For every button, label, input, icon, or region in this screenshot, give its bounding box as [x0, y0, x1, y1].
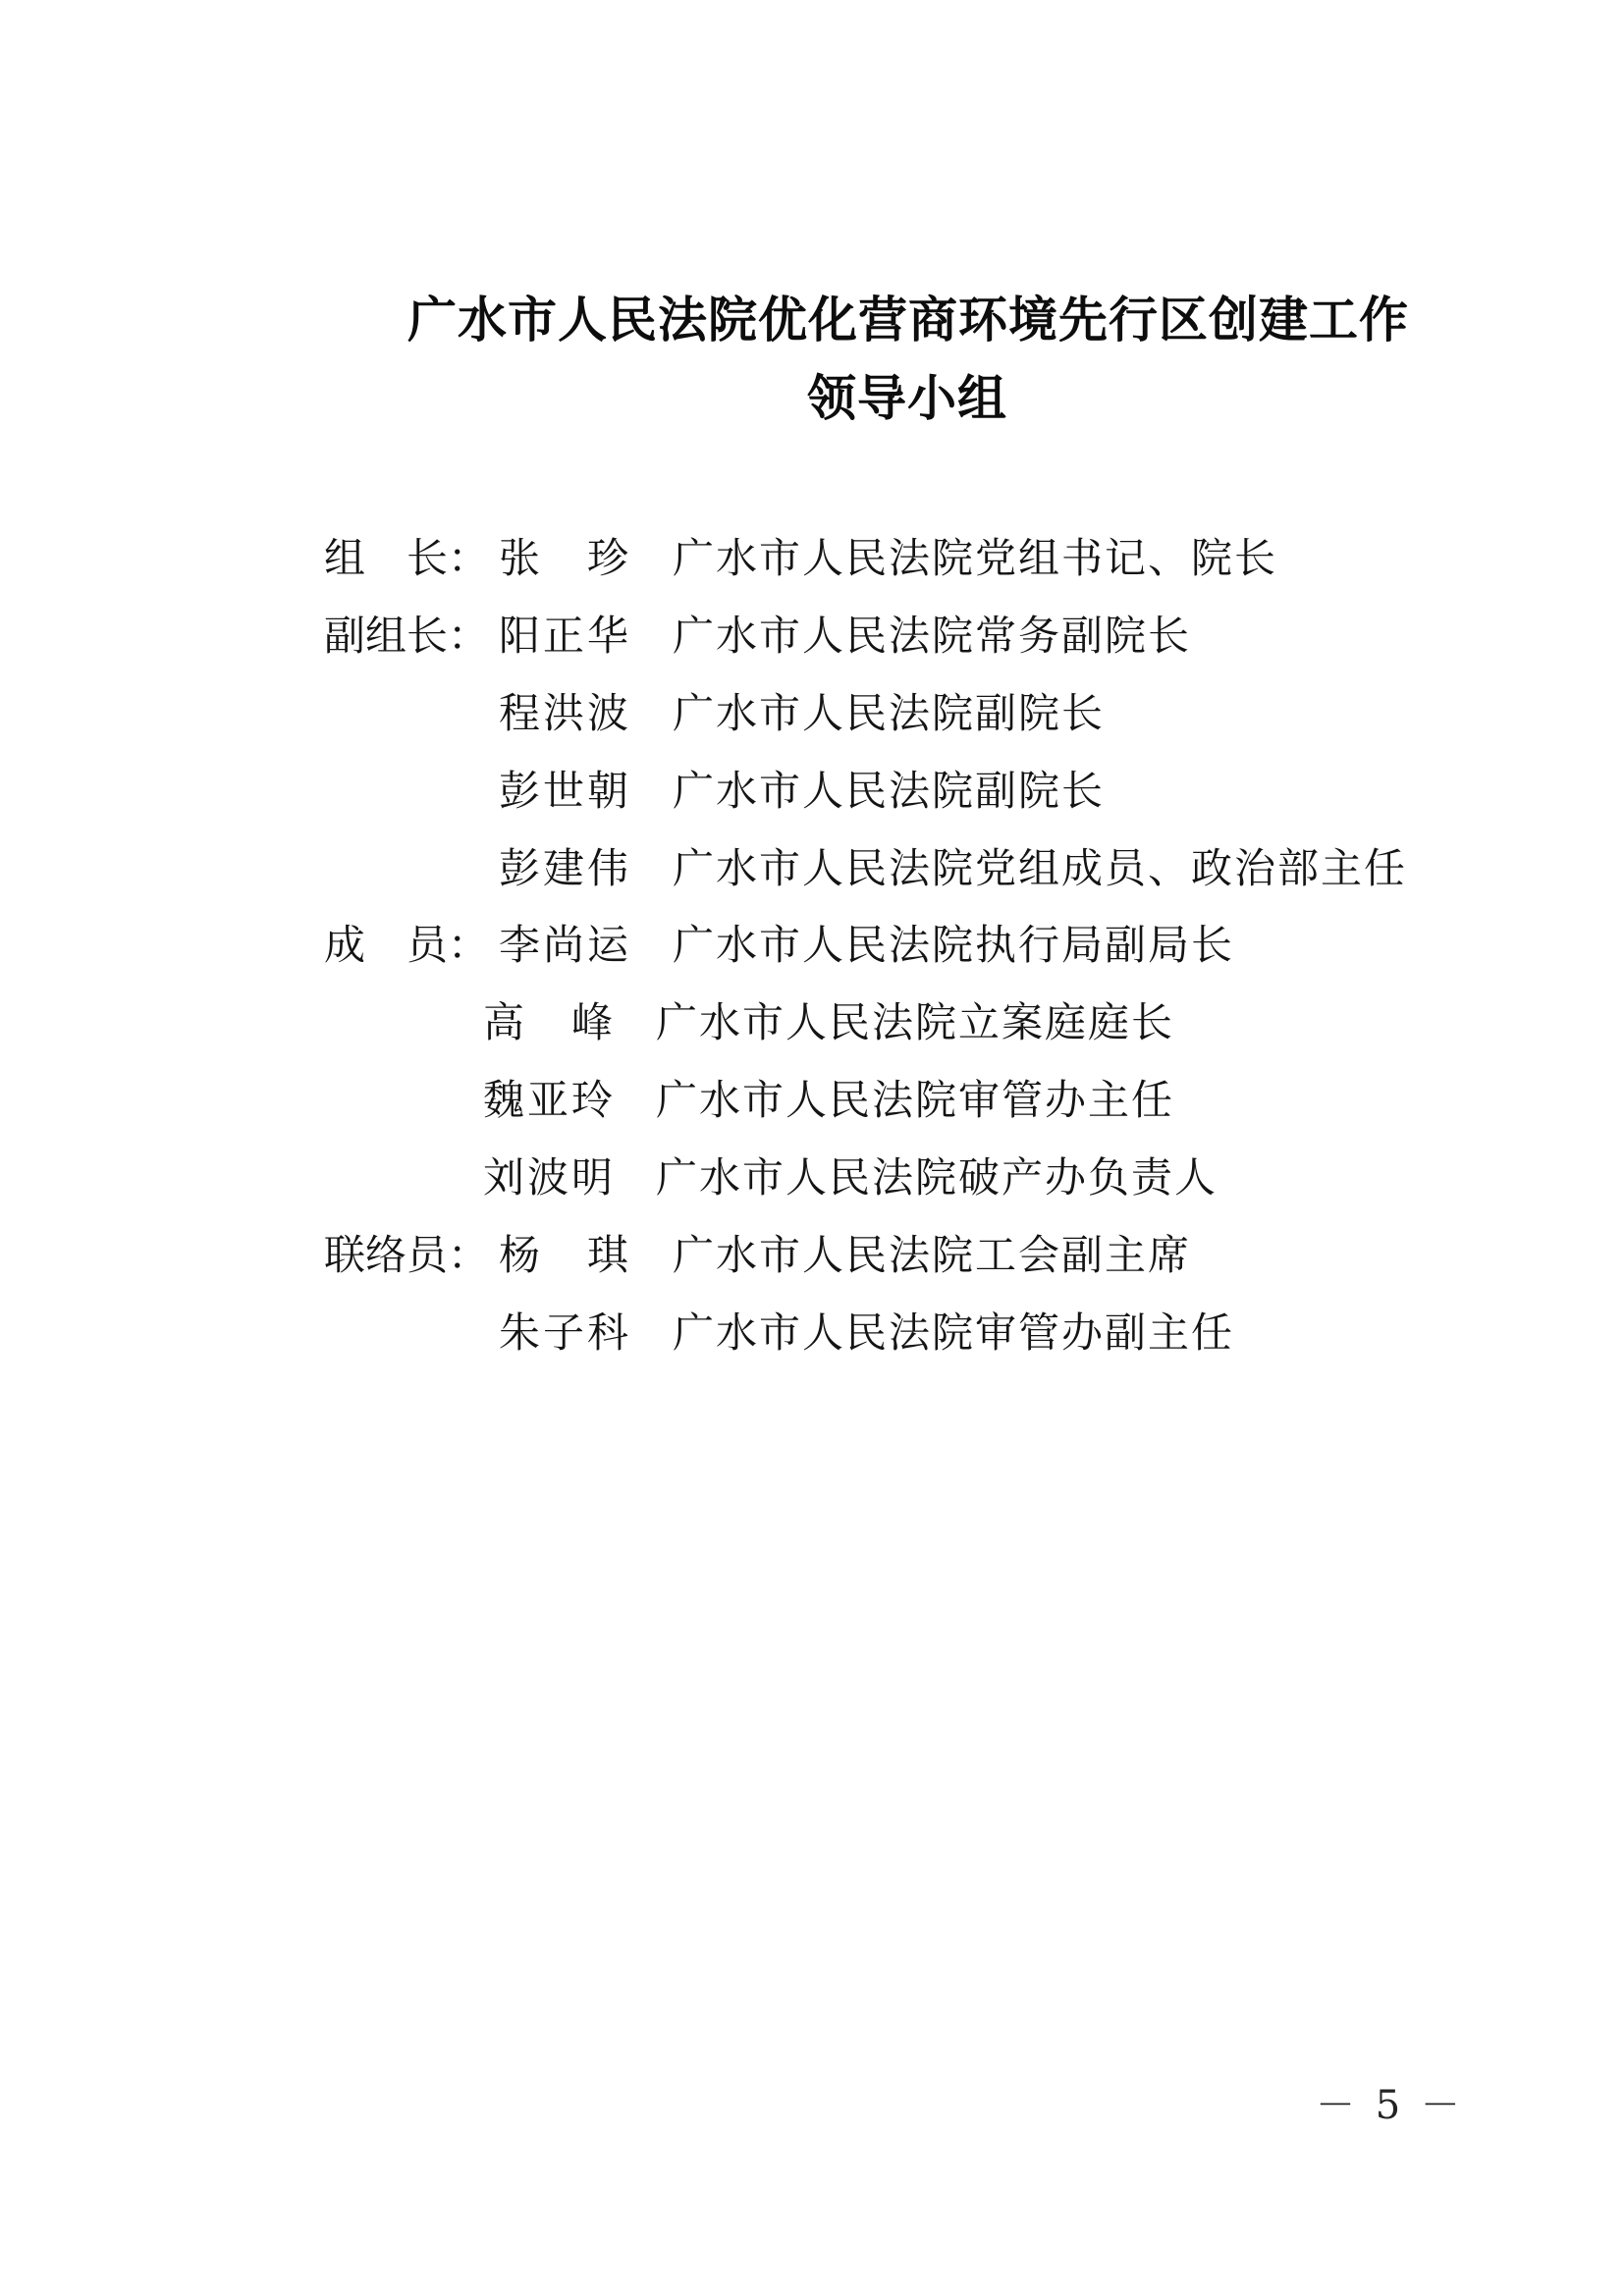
member-row	[0, 762, 1624, 821]
member-name: 阳正华	[499, 612, 632, 660]
member-row	[0, 839, 1624, 898]
member-row	[0, 1304, 1624, 1362]
member-position: 广水市人民法院党组书记、院长	[673, 534, 1278, 582]
member-name: 李尚运	[499, 921, 632, 969]
member-role: 副组长：	[324, 612, 490, 660]
member-row	[0, 916, 1624, 975]
member-name: 高 峰	[483, 998, 617, 1046]
member-name: 张 珍	[499, 534, 632, 582]
member-position: 广水市人民法院工会副主席	[673, 1231, 1192, 1279]
member-position: 广水市人民法院立案庭庭长	[656, 998, 1175, 1046]
member-name: 杨 琪	[499, 1231, 632, 1279]
document-title-line-2: 领导小组	[807, 369, 1007, 427]
member-name: 魏亚玲	[483, 1076, 617, 1124]
page-number: － 5 －	[1316, 2083, 1464, 2128]
member-position: 广水市人民法院副院长	[673, 767, 1106, 815]
member-name: 彭世朝	[499, 767, 632, 815]
member-row	[0, 684, 1624, 743]
member-row	[0, 1148, 1624, 1207]
document-title-line-1: 广水市人民法院优化营商环境先行区创建工作	[407, 291, 1409, 348]
member-position: 广水市人民法院审管办副主任	[673, 1308, 1235, 1357]
member-role: 组 长：	[324, 534, 490, 582]
member-name: 朱子科	[499, 1308, 632, 1357]
member-row	[0, 993, 1624, 1052]
member-position: 广水市人民法院常务副院长	[673, 612, 1192, 660]
member-position: 广水市人民法院审管办主任	[656, 1076, 1175, 1124]
member-position: 广水市人民法院党组成员、政治部主任	[673, 844, 1408, 892]
member-position: 广水市人民法院副院长	[673, 689, 1106, 737]
member-name: 刘波明	[483, 1153, 617, 1201]
member-row	[0, 607, 1624, 666]
member-row	[0, 1071, 1624, 1130]
member-name: 彭建伟	[499, 844, 632, 892]
member-row	[0, 529, 1624, 588]
member-position: 广水市人民法院破产办负责人	[656, 1153, 1218, 1201]
member-role: 成 员：	[324, 921, 490, 969]
member-name: 程洪波	[499, 689, 632, 737]
member-role: 联络员：	[324, 1231, 490, 1279]
member-row	[0, 1226, 1624, 1285]
member-position: 广水市人民法院执行局副局长	[673, 921, 1235, 969]
